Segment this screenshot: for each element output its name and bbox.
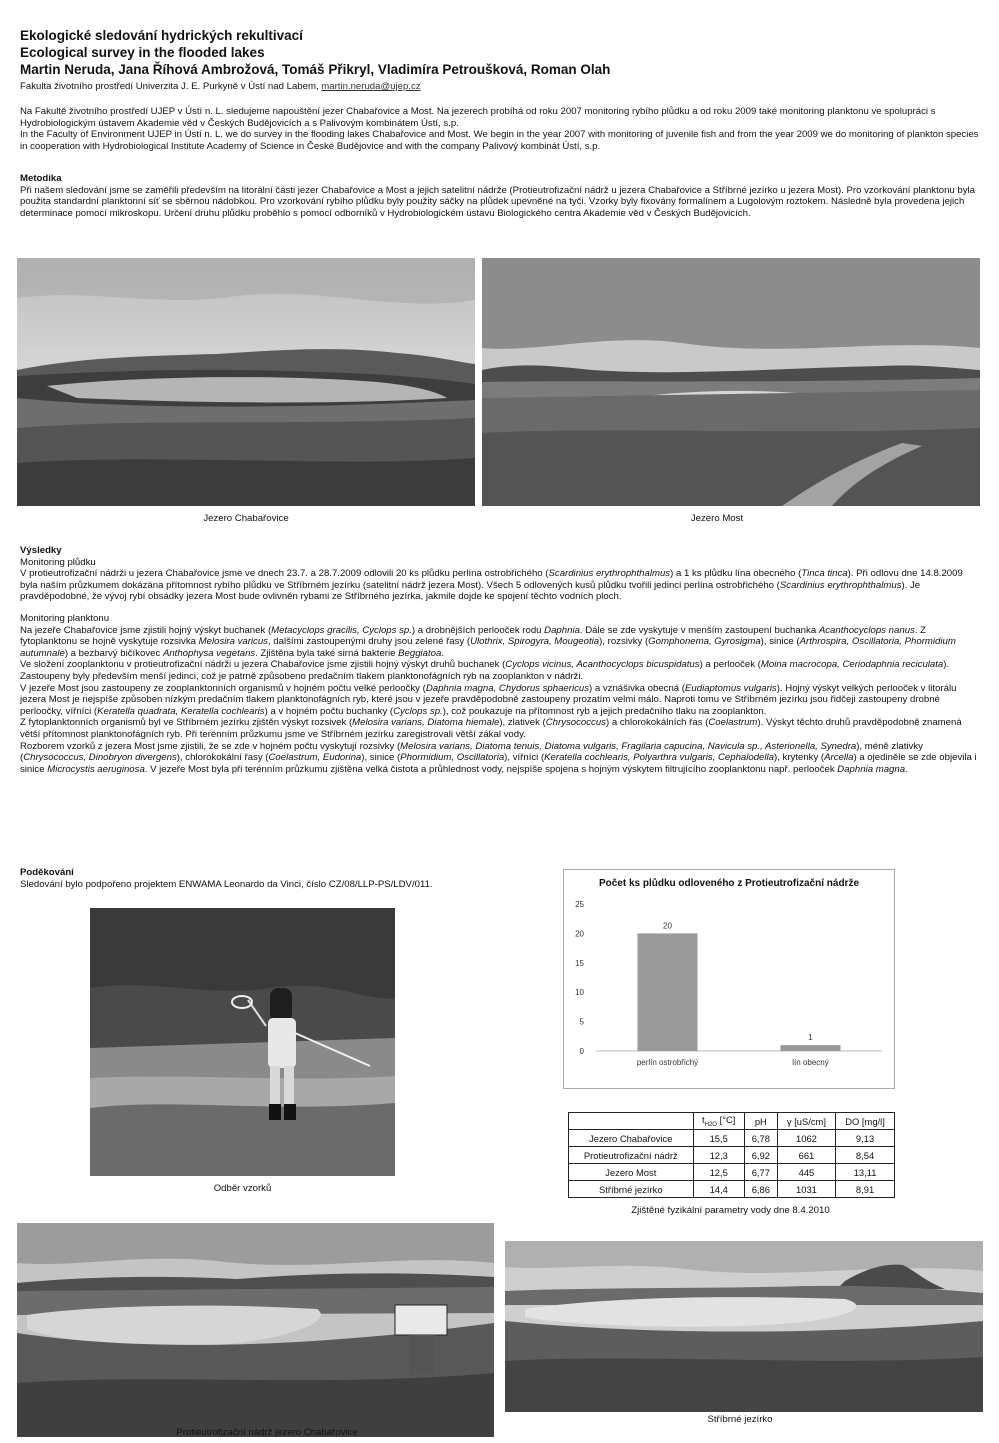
table-header-conductivity: γ [uS/cm] bbox=[777, 1113, 835, 1130]
table-cell: 445 bbox=[777, 1164, 835, 1181]
table-header-temp-sub: H2O bbox=[704, 1121, 717, 1128]
photo-jezero-most bbox=[482, 258, 980, 506]
caption-odber-vzorku: Odběr vzorků bbox=[213, 1183, 272, 1194]
y-tick-label: 20 bbox=[575, 929, 584, 939]
chart-title: Počet ks plůdku odloveného z Protieutrofizační nádrže bbox=[598, 878, 860, 889]
table-cell: 6,92 bbox=[744, 1147, 777, 1164]
table-row bbox=[569, 1164, 895, 1181]
table-row bbox=[569, 1147, 895, 1164]
table-row bbox=[569, 1130, 895, 1147]
bar-data-label: 20 bbox=[663, 921, 672, 931]
title-cz: Ekologické sledování hydrických rekultivací bbox=[20, 28, 303, 43]
intro-en: In the Faculty of Environment UJEP in Ústí n. L. we do survey in the flooding lakes Chabařovice and Most. We begin in the year 2007 with monitoring of juvenile fish and from the year 2009 we do monitoring of plankton species in cooperation with Hydrobiological Institute Academy of Science in České Budějovice and with the company Palivový kombinát Ústí, s.p. bbox=[20, 129, 979, 152]
table-header-empty bbox=[569, 1113, 694, 1130]
table-header-row bbox=[569, 1113, 895, 1130]
table-header-do: DO [mg/l] bbox=[836, 1113, 895, 1130]
table-cell: 661 bbox=[777, 1147, 835, 1164]
x-category-label: perlín ostrobřichý bbox=[636, 1058, 699, 1067]
table-header-temp-label: t bbox=[702, 1114, 705, 1126]
bar bbox=[780, 1045, 840, 1051]
email-link[interactable]: martin.neruda@ujep.cz bbox=[321, 81, 421, 92]
intro-block bbox=[20, 106, 980, 152]
table-cell: 6,86 bbox=[744, 1181, 777, 1198]
chart-plodek bbox=[563, 869, 895, 1089]
affiliation bbox=[20, 81, 421, 93]
table-cell: 13,11 bbox=[836, 1164, 895, 1181]
table-cell: 6,78 bbox=[744, 1130, 777, 1147]
table-cell: 8,54 bbox=[836, 1147, 895, 1164]
table-cell: Jezero Chabařovice bbox=[569, 1130, 694, 1147]
photo-odber-vzorku bbox=[90, 908, 395, 1176]
plankton-subheading: Monitoring planktonu bbox=[20, 612, 110, 624]
table-cell: 15,5 bbox=[693, 1130, 744, 1147]
caption-protieutrofizacni-nadrz: Protieutrofizační nádrž jezero Chabařovice bbox=[176, 1427, 358, 1438]
photo-protieutrofizacni-nadrz bbox=[17, 1223, 494, 1437]
table-cell: 1062 bbox=[777, 1130, 835, 1147]
table-cell: 12,5 bbox=[693, 1164, 744, 1181]
y-tick-label: 15 bbox=[575, 958, 584, 968]
results-heading: Výsledky bbox=[20, 545, 62, 556]
caption-jezero-chabarovice: Jezero Chabařovice bbox=[203, 513, 289, 524]
methods-heading: Metodika bbox=[20, 173, 62, 184]
table-cell: 8,91 bbox=[836, 1181, 895, 1198]
photo-jezero-chabarovice bbox=[17, 258, 475, 506]
caption-stribrne-jezirko: Stříbrné jezírko bbox=[707, 1414, 773, 1425]
table-cell: 12,3 bbox=[693, 1147, 744, 1164]
table-cell: 9,13 bbox=[836, 1130, 895, 1147]
results-block bbox=[20, 545, 980, 775]
y-tick-label: 10 bbox=[575, 988, 584, 998]
ack-heading: Poděkování bbox=[20, 867, 74, 878]
table-header-temp bbox=[693, 1113, 744, 1130]
fish-subheading: Monitoring plůdku bbox=[20, 556, 96, 568]
ack-text: Sledování bylo podpořeno projektem ENWAMA Leonardo da Vinci, číslo CZ/08/LLP-PS/LDV/011. bbox=[20, 878, 433, 890]
water-params-table bbox=[568, 1112, 895, 1198]
title-en: Ecological survey in the flooded lakes bbox=[20, 45, 265, 60]
table-cell: Protieutrofizační nádrž bbox=[569, 1147, 694, 1164]
affiliation-text: Fakulta životního prostředí Univerzita J. E. Purkyně v Ústí nad Labem, bbox=[20, 81, 322, 92]
y-tick-label: 25 bbox=[575, 900, 584, 909]
table-header-temp-unit: [°C] bbox=[716, 1114, 736, 1126]
table-caption: Zjištěné fyzikální parametry vody dne 8.4.2010 bbox=[631, 1205, 830, 1216]
fish-text: V protieutrofizační nádrži u jezera Chabařovice jsme ve dnech 23.7. a 28.7.2009 odlovili 20 ks plůdku perlína ostrobřichého (Scardinius erythrophthalmus) a 1 ks plůdku lína obecného (Tinca tinca). Při odlovu dne 14.8.2009 byla naším průzkumem dokázána přítomnost rybího plůdku ve Stříbrném jezírku (satelitní nádrž jezera Most). Všech 5 odlovených kusů plůdku tvořili jedinci perlína ostrobřichého (Scardinius erythrophthalmus). Je pravděpodobné, že vývoj rybí obsádky jezera Most bude ovlivněn rybami ze Stříbrného jezírka, jakmile dojde ke spojení těchto vodních ploch. bbox=[20, 568, 963, 603]
y-tick-label: 0 bbox=[579, 1047, 584, 1056]
ack-block bbox=[20, 867, 540, 890]
table-cell: 14,4 bbox=[693, 1181, 744, 1198]
table-row bbox=[569, 1181, 895, 1198]
caption-jezero-most: Jezero Most bbox=[690, 513, 744, 524]
photo-stribrne-jezirko bbox=[505, 1241, 983, 1412]
intro-cz: Na Fakultě životního prostředí UJEP v Ústí n. L. sledujeme napouštění jezer Chabařovice a Most. Na jezerech probíhá od roku 2007 monitoring rybího plůdku a od roku 2009 také monitoring planktonu ve spolupráci s Hydrobiologickým ústavem Akademie věd v Českých Budějovicích a s Palivovým kombinátem Ústí, s.p. bbox=[20, 106, 936, 129]
methods-block bbox=[20, 173, 980, 219]
table-cell: 6,77 bbox=[744, 1164, 777, 1181]
table-cell: Jezero Most bbox=[569, 1164, 694, 1181]
y-tick-label: 5 bbox=[579, 1017, 584, 1027]
bar-data-label: 1 bbox=[808, 1033, 813, 1043]
table-header-ph: pH bbox=[744, 1113, 777, 1130]
authors: Martin Neruda, Jana Říhová Ambrožová, Tomáš Přikryl, Vladimíra Petroušková, Roman Olah bbox=[20, 62, 611, 77]
table-cell: 1031 bbox=[777, 1181, 835, 1198]
chart-svg bbox=[564, 870, 894, 1088]
plankton-text: Na jezeře Chabařovice jsme zjistili hojný výskyt buchanek (Metacyclops gracilis, Cyclops sp.) a drobnějších perlooček rodu Daphnia. Dále se zde vyskytuje v menším zastoupení buchanka Acanthocyclops nanus. Z fytoplanktonu se hojně vyskytuje rozsivka Melosira varicus, dalšími zastoupenými druhy jsou zelené řasy (Ulothrix, Spirogyra, Mougeotia), rozsivky (Gomphonema, Gyrosigma), sinice (Arthrospira, Oscillatoria, Phormidium autumnale) a bezbarvý bičíkovec Anthophysa vegetans. Zjištěna byla také sirná bakterie Beggiatoa. Ve složení zooplanktonu v protieutrofizační nádrži u jezera Chabařovice jsme zjistili hojný výskyt druhů buchanek (Cyclops vicinus, Acanthocyclops bicuspidatus) a perlooček (Moina macrocopa, Ceriodaphnia reciculata). Zastoupeny byly především menší jedinci, což je patrně způsobeno predačním tlakem planktonofágních ryb na zooplankton v nádrži. V jezeře Most jsou zastoupeny ze zooplanktonních organismů v hojném počtu velké perloočky (Daphnia magna, Chydorus sphaericus) a vznášivka obecná (Eudiaptomus vulgaris). Hojný výskyt velkých perlooček v litorálu jezera Most je nejspíše způsoben nízkým predačním tlakem planktonofágních ryb, které jsou v jezeře pravděpodobně zastoupeny prozatím velmi málo. Naproti tomu ve Stříbrném jezírku jsou řidčeji zastoupeny drobné perloočky, vířníci (Keratella quadrata, Keratella cochlearis) a v hojném počtu buchanky (Cyclops sp.), což poukazuje na přítomnost ryb a jejich predačního tlaku na zooplankton. Z fytoplanktonních organismů byl ve Stříbrném jezírku zjištěn výskyt rozsivek (Melosira varians, Diatoma hiemale), zlativek (Chrysococcus) a chlorokokálních řas (Coelastrum). Výskyt těchto druhů pravděpodobně znamená větší přítomnost planktonofágních ryb. Při terénním průzkumu jsme ve Stříbrném jezírku zaregistrovali větší zákal vody. Rozborem vzorků z jezera Most jsme zjistili, že se zde v hojném počtu vyskytují rozsivky (Melosira varians, Diatoma tenuis, Diatoma vulgaris, Fragilaria capucina, Navicula sp., Asterionella, Synedra), méně zlativky (Chrysococcus, Dinobryon divergens), chlorokokální řasy (Coelastrum, Eudorina), sinice (Phormidium, Oscillatoria), vířníci (Keratella cochlearis, Polyarthra vulgaris, Cephalodella), krytenky (Arcella) a ojediněle se zde objevila i sinice Microcystis aeruginosa. V jezeře Most byla při terénním průzkumu zjištěna velká čistota a průhlednost vody, nejspíše spojena s hojným výskytem filtrujícího zooplanktonu např. perlooček Daphnia magna. bbox=[20, 624, 977, 775]
methods-text: Při našem sledování jsme se zaměřili především na litorální části jezer Chabařovice a Most a jejich satelitní nádrže (Protieutrofizační nádrž u jezera Chabařovice a Stříbrné jezírko u jezera Most). Pro vzorkování planktonu byla použita standardní planktonní síť se sběrnou nádobkou. Pro vzorkování rybího plůdku byly použity sáčky na plůdek upevněné na tyči. Vzorky byly fixovány formalínem a Lugolovým roztokem. Následně byla provedena jejich determinace pomocí mikroskopu. Určení druhu plůdku proběhlo s pomocí odborníků v Hydrobiologickém ústavu Biologického centra Akademie věd v Českých Budějovicích. bbox=[20, 184, 976, 219]
x-category-label: lín obecný bbox=[792, 1058, 829, 1067]
table-cell: Stříbrné jezírko bbox=[569, 1181, 694, 1198]
bar bbox=[637, 933, 697, 1051]
